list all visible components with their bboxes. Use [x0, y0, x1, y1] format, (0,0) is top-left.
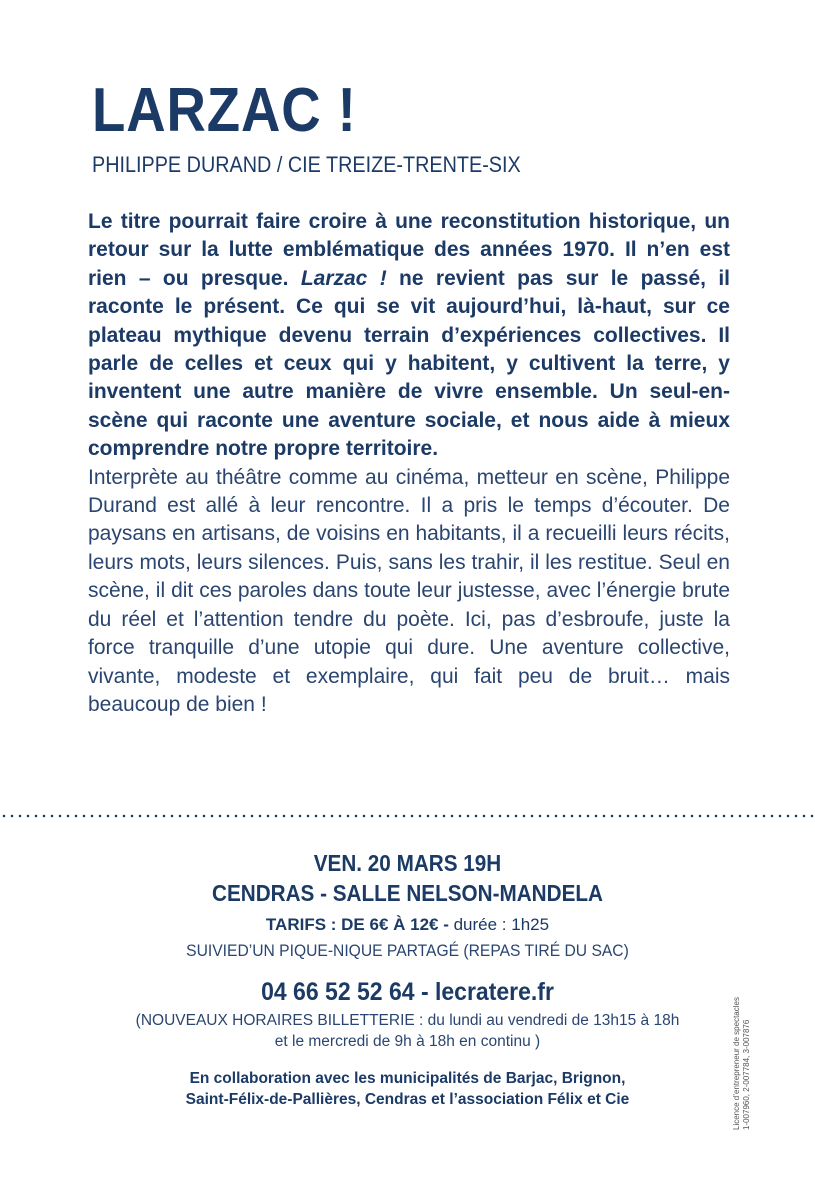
- hours-label: (NOUVEAUX HORAIRES BILLETTERIE :: [135, 1012, 424, 1029]
- ticket-hours-line-2: et le mercredi de 9h à 18h en continu ): [274, 1033, 541, 1050]
- event-tarifs: [0, 912, 815, 938]
- intro-part-2: ne revient pas sur le passé, il raconte le présent. Ce qui se vit aujourd’hui, là-haut, sur ce plateau mythique devenu terrain d’expériences collectives. Il parle de celles et ceux qui y habitent, y cultivent la terre, y inventent une autre manière de vivre ensemble. Un seul-en-scène qui raconte une aventure sociale, et nous aide à mieux comprendre notre propre territoire.: [88, 266, 730, 461]
- event-duration: durée : 1h25: [448, 915, 550, 934]
- intro-italic-title: Larzac !: [300, 266, 387, 290]
- dotted-divider: [0, 814, 815, 818]
- contact-line[interactable]: 04 66 52 52 64 - lecratere.fr: [261, 978, 554, 1006]
- description: [88, 208, 730, 719]
- ticket-hours-line-1: [0, 1010, 815, 1031]
- collaboration-line-1: En collaboration avec les municipalités de Barjac, Brignon,: [189, 1070, 626, 1087]
- tarifs-label: TARIFS : DE 6€ À 12€ -: [265, 915, 449, 934]
- intro-part-1: Le titre pourrait faire croire à une reconstitution historique, un retour sur la lutte emblématique des années 1970. Il n’en est rien – ou presque.: [88, 210, 730, 290]
- license-line-2: 1-007960, 2-007784, 3-007876: [742, 1019, 751, 1130]
- event-venue: CENDRAS - SALLE NELSON-MANDELA: [211, 880, 603, 906]
- story-paragraph: Interprète au théâtre comme au cinéma, metteur en scène, Philippe Durand est allé à leur rencontre. Il a pris le temps d’écouter. De paysans en artisans, de voisins en habitants, il a recueilli leurs récits, leurs mots, leurs silences. Puis, sans les trahir, il les restitue. Seul en scène, il dit ces paroles dans toute leur justesse, avec l’énergie brute du réel et l’attention tendre du poète. Ici, pas d’esbroufe, juste la force tranquille d’une utopie qui dure. Une aventure collective, vivante, modeste et exemplaire, qui fait peu de bruit… mais beaucoup de bien !: [88, 465, 730, 716]
- event-meal: SUIVIED’UN PIQUE-NIQUE PARTAGÉ (REPAS TIRÉ DU SAC): [186, 941, 629, 960]
- subtitle: PHILIPPE DURAND / CIE TREIZE-TRENTE-SIX: [92, 152, 521, 177]
- hours-weekdays: du lundi au vendredi de 13h15 à 18h: [423, 1012, 680, 1029]
- event-info: [0, 848, 815, 1110]
- event-date: VEN. 20 MARS 19H: [313, 850, 502, 876]
- license-line-1: Licence d’entrepreneur de spectacles: [732, 997, 741, 1130]
- page-title: LARZAC !: [92, 76, 357, 145]
- intro-paragraph: [88, 208, 730, 464]
- license-notice: [732, 997, 752, 1130]
- collaboration-line-2: Saint-Félix-de-Pallières, Cendras et l’association Félix et Cie: [185, 1091, 630, 1108]
